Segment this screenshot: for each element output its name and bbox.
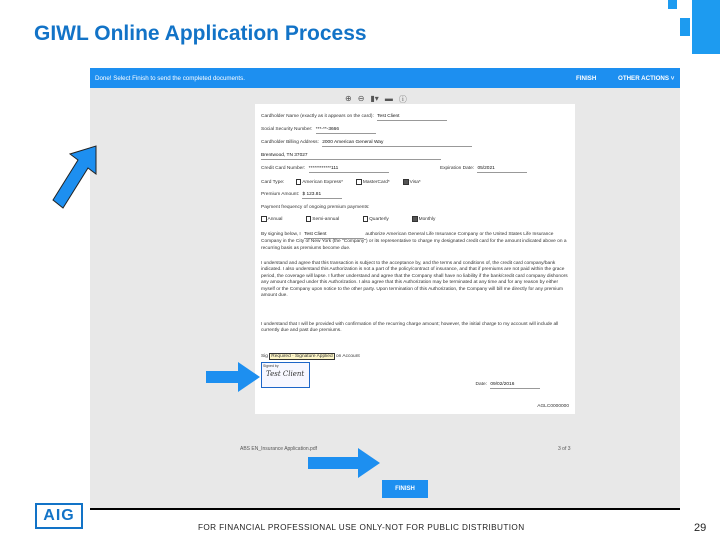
city-field[interactable]: Brentwood, TN 37027: [261, 153, 441, 160]
ssn-label: Social Security Number:: [261, 127, 313, 132]
authorize-text: authorize American General Life Insurance Company or the United States Life Insurance Company in the City of New York (the "Company") or its representative to charge my designated credit card for the amount indicated above on a recurring basis as premiums become due.: [261, 232, 567, 251]
card-number-field[interactable]: ************111: [309, 166, 389, 173]
finish-button[interactable]: FINISH: [382, 480, 428, 498]
expiration-field[interactable]: 05/2021: [477, 166, 527, 173]
billing-address-field[interactable]: 2000 American General Way: [322, 140, 472, 147]
ssn-field[interactable]: ***-**-3666: [316, 127, 376, 134]
card-number-label: Credit Card Number:: [261, 166, 306, 171]
page-indicator: 3 of 3: [558, 446, 571, 452]
premium-amount-label: Premium Amount:: [261, 192, 300, 197]
frequency-quarterly[interactable]: Quarterly: [363, 217, 389, 222]
arrow-pointer-icon: [206, 362, 260, 392]
slide-title: GIWL Online Application Process: [34, 22, 367, 45]
premium-amount-field[interactable]: $ 123.81: [302, 192, 342, 199]
zoom-in-icon[interactable]: ⊕: [345, 94, 352, 103]
payment-frequency-label: Payment frequency of ongoing premium payments:: [261, 205, 370, 210]
help-icon[interactable]: ⓘ: [398, 95, 407, 104]
document-page: [255, 104, 575, 414]
other-actions-menu[interactable]: OTHER ACTIONS ˅: [618, 74, 675, 82]
form-code: AGLC0000000: [537, 404, 569, 409]
authorize-prefix: By signing below, I: [261, 232, 301, 237]
signature-caption: Signed by: [263, 364, 279, 368]
cardholder-name-label: Cardholder Name (exactly as it appears on the card):: [261, 114, 374, 119]
document-viewer: [90, 88, 680, 508]
arrow-pointer-icon: [308, 448, 380, 478]
aig-logo: AIG: [35, 503, 83, 529]
confirmation-paragraph: I understand that I will be provided with confirmation of the recurring charge amount; however, the initial charge to my account will include all currently due and past due premiums.: [261, 322, 559, 334]
signature-name: Test Client: [266, 369, 305, 378]
finish-link[interactable]: FINISH: [576, 74, 597, 82]
terms-paragraph: I understand and agree that this transaction is subject to the acceptance by, and the terms and conditions of, the credit card company/bank indicated. I also understand this Authorization is not a part of the policy/contract of insurance, and that if premiums are not paid within the grace period, the coverage will lapse. I further understand and agree that the Company shall have no liability if the bank/credit card company dishonors any amount charged under this Authorization. I also agree that this Authorization may be terminated at any time and for any reason by either myself or the Company upon notice to the other party. Upon termination of this Authorization, the Company will bill me directly for any premium amount due.: [261, 261, 568, 299]
expiration-label: Expiration Date:: [439, 166, 475, 171]
card-type-amex[interactable]: American Express*: [296, 180, 343, 185]
card-type-visa[interactable]: Visa*: [403, 180, 421, 185]
date-label: Date:: [475, 382, 488, 387]
date-field[interactable]: 09/02/2016: [490, 382, 540, 389]
footer-disclaimer: FOR FINANCIAL PROFESSIONAL USE ONLY-NOT FOR PUBLIC DISTRIBUTION: [198, 523, 525, 532]
signature-status-badge[interactable]: Required · Signature Applied: [271, 354, 333, 359]
signature-box[interactable]: [261, 362, 310, 388]
frequency-annual[interactable]: Annual: [261, 217, 282, 222]
app-window: [90, 68, 680, 510]
page-number: 29: [694, 522, 707, 534]
status-message: Done! Select Finish to send the completed documents.: [95, 74, 245, 82]
frequency-monthly[interactable]: Monthly: [412, 217, 435, 222]
card-type-label: Card Type:: [261, 180, 285, 186]
frequency-semiannual[interactable]: Semi-annual: [306, 217, 339, 222]
zoom-out-icon[interactable]: ⊖: [357, 94, 365, 103]
authorize-name-field[interactable]: Test Client: [304, 232, 364, 239]
document-filename: ABS EN_Insurance Application.pdf: [240, 446, 317, 452]
card-type-mastercard[interactable]: MasterCard*: [356, 180, 389, 185]
cardholder-name-field[interactable]: Test Client: [377, 114, 447, 121]
arrow-pointer-icon: [48, 140, 108, 215]
brand-corner-icon: [668, 0, 720, 54]
page-icon[interactable]: ▮▾: [370, 94, 379, 103]
print-icon[interactable]: ▬: [384, 94, 393, 103]
signature-label-prefix: Sig: [261, 354, 268, 359]
signature-label-suffix: on Account: [335, 354, 360, 359]
action-bar: [90, 68, 680, 88]
billing-address-label: Cardholder Billing Address:: [261, 140, 319, 145]
